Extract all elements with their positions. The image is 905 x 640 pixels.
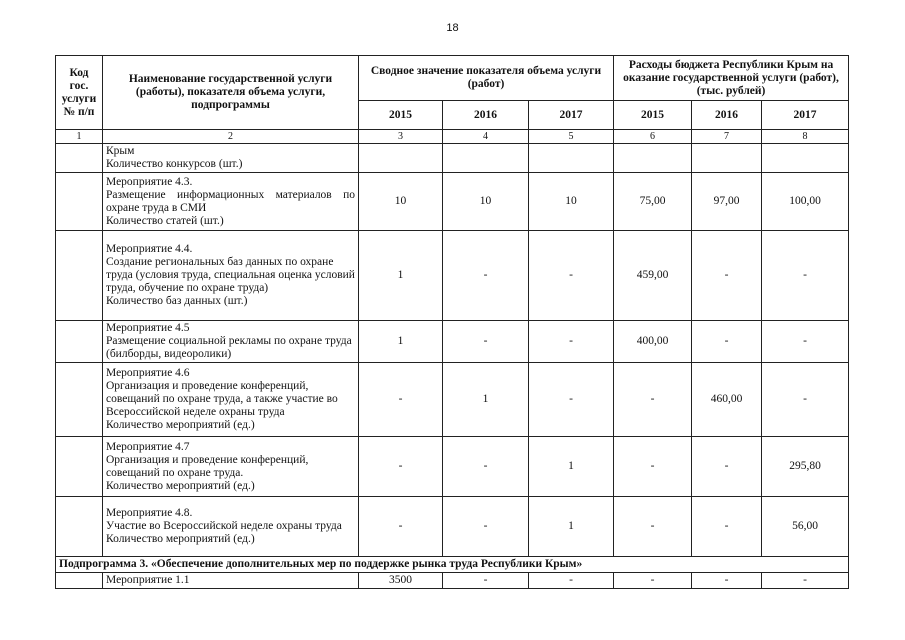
header-budget-group: Расходы бюджета Республики Крым на оказание государственной услуги (работ), (тыс. рублей): [614, 56, 849, 101]
volume-2016: -: [443, 231, 529, 321]
table-row: [56, 363, 849, 437]
row-name-line: Количество конкурсов (шт.): [106, 158, 243, 170]
budget-2017: -: [762, 363, 849, 437]
row-name-line: Размещение социальной рекламы по охране труда (билборды, видеоролики): [106, 335, 352, 360]
volume-2017: 1: [529, 437, 614, 497]
row-name-line: Участие во Всероссийской неделе охраны труда: [106, 520, 342, 532]
budget-2015: 400,00: [614, 321, 692, 363]
volume-2015: -: [359, 363, 443, 437]
subprogram-title: Подпрограмма 3. «Обеспечение дополнительных мер по поддержке рынка труда Республики Крым»: [56, 557, 849, 573]
row-name-line: Мероприятие 4.6: [106, 367, 190, 379]
volume-2016: -: [443, 497, 529, 557]
budget-2017: 56,00: [762, 497, 849, 557]
row-code: [56, 321, 103, 363]
header-year: 2016: [443, 101, 529, 130]
column-number: 3: [359, 130, 443, 144]
row-name: [103, 231, 359, 321]
volume-2017: 10: [529, 173, 614, 231]
column-number: 2: [103, 130, 359, 144]
row-name: [103, 363, 359, 437]
budget-2016: [692, 144, 762, 173]
row-name-line: Размещение информационных материалов по охране труда в СМИ: [106, 188, 355, 214]
volume-2016: 1: [443, 363, 529, 437]
budget-2017: -: [762, 321, 849, 363]
table-row: [56, 497, 849, 557]
header-year: 2015: [614, 101, 692, 130]
volume-2015: 1: [359, 321, 443, 363]
row-name: [103, 321, 359, 363]
table-row: [56, 231, 849, 321]
row-code: [56, 437, 103, 497]
budget-table: [55, 55, 849, 589]
row-name-line: Количество мероприятий (ед.): [106, 533, 255, 545]
column-number: 6: [614, 130, 692, 144]
row-name: [103, 437, 359, 497]
header-code: Код гос. услуги № п/п: [56, 56, 103, 130]
volume-2015: 10: [359, 173, 443, 231]
header-volume-group: Сводное значение показателя объема услуги (работ): [359, 56, 614, 101]
budget-2016: 97,00: [692, 173, 762, 231]
header-year: 2017: [762, 101, 849, 130]
header-year: 2015: [359, 101, 443, 130]
budget-2016: -: [692, 497, 762, 557]
volume-2016: 10: [443, 173, 529, 231]
budget-2015: [614, 144, 692, 173]
row-code: [56, 573, 103, 589]
table-row: [56, 321, 849, 363]
budget-2017: -: [762, 573, 849, 589]
row-name-line: Крым: [106, 145, 135, 157]
table-row: [56, 437, 849, 497]
volume-2017: -: [529, 573, 614, 589]
row-name: [103, 144, 359, 173]
table-row: [56, 144, 849, 173]
row-name-line: Количество мероприятий (ед.): [106, 479, 255, 492]
page-number: 18: [446, 22, 459, 34]
budget-2017: 100,00: [762, 173, 849, 231]
header-row-top: [56, 56, 849, 101]
row-name-line: Создание региональных баз данных по охране труда (условия труда, специальная оценка условий труда, обучение по охране труда): [106, 256, 355, 294]
table-row: [56, 173, 849, 231]
budget-2015: -: [614, 497, 692, 557]
column-number-row: [56, 130, 849, 144]
column-number: 4: [443, 130, 529, 144]
column-number: 7: [692, 130, 762, 144]
row-code: [56, 363, 103, 437]
volume-2016: -: [443, 573, 529, 589]
budget-2016: -: [692, 231, 762, 321]
row-name: [103, 573, 359, 589]
budget-2015: -: [614, 437, 692, 497]
volume-2016: -: [443, 321, 529, 363]
budget-2017: 295,80: [762, 437, 849, 497]
row-name: [103, 497, 359, 557]
row-name-line: Мероприятие 4.4.: [106, 243, 193, 255]
row-name-line: Мероприятие 4.5: [106, 322, 190, 334]
budget-2017: [762, 144, 849, 173]
volume-2017: -: [529, 231, 614, 321]
row-name-line: Мероприятие 4.7: [106, 440, 190, 453]
volume-2017: -: [529, 363, 614, 437]
row-name: [103, 173, 359, 231]
budget-2016: -: [692, 573, 762, 589]
row-code: [56, 497, 103, 557]
volume-2015: [359, 144, 443, 173]
row-name-line: Количество баз данных (шт.): [106, 295, 248, 307]
budget-2015: -: [614, 363, 692, 437]
header-name: Наименование государственной услуги (работы), показателя объема услуги, подпрограммы: [103, 56, 359, 130]
row-code: [56, 144, 103, 173]
row-name-line: Количество мероприятий (ед.): [106, 419, 255, 431]
subprogram-row: [56, 557, 849, 573]
volume-2017: -: [529, 321, 614, 363]
row-name-line: Мероприятие 1.1: [106, 574, 190, 586]
budget-2015: -: [614, 573, 692, 589]
row-code: [56, 231, 103, 321]
row-name-line: Организация и проведение конференций, совещаний по охране труда.: [106, 453, 309, 479]
budget-2016: 460,00: [692, 363, 762, 437]
budget-2017: -: [762, 231, 849, 321]
volume-2017: [529, 144, 614, 173]
row-name-line: Мероприятие 4.3.: [106, 175, 193, 188]
row-name-line: Организация и проведение конференций, совещаний по охране труда, а также участие во Всероссийской неделе охраны труда: [106, 380, 338, 418]
volume-2017: 1: [529, 497, 614, 557]
row-code: [56, 173, 103, 231]
volume-2016: -: [443, 437, 529, 497]
budget-2016: -: [692, 437, 762, 497]
row-name-line: Мероприятие 4.8.: [106, 507, 193, 519]
column-number: 5: [529, 130, 614, 144]
table-row: [56, 573, 849, 589]
budget-2015: 459,00: [614, 231, 692, 321]
header-year: 2016: [692, 101, 762, 130]
volume-2015: -: [359, 497, 443, 557]
budget-2015: 75,00: [614, 173, 692, 231]
volume-2015: 3500: [359, 573, 443, 589]
volume-2016: [443, 144, 529, 173]
budget-2016: -: [692, 321, 762, 363]
volume-2015: -: [359, 437, 443, 497]
volume-2015: 1: [359, 231, 443, 321]
row-name-line: Количество статей (шт.): [106, 214, 224, 227]
column-number: 8: [762, 130, 849, 144]
header-year: 2017: [529, 101, 614, 130]
column-number: 1: [56, 130, 103, 144]
